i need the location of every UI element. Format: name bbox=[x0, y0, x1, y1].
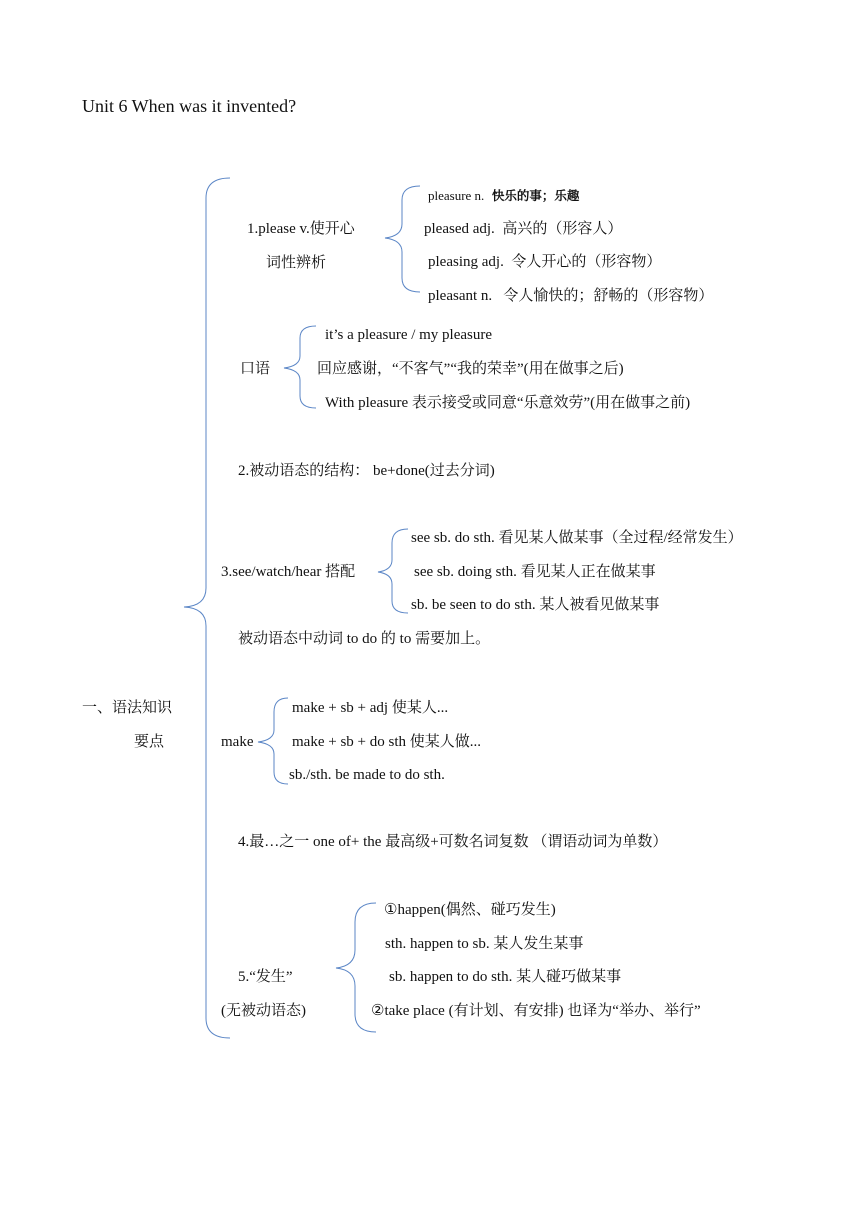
please-head: 1.please v.使开心 bbox=[247, 221, 355, 237]
oral-brace bbox=[284, 326, 316, 408]
make-brace bbox=[258, 698, 288, 784]
make-item: make + sb + do sth 使某人做... bbox=[292, 734, 481, 750]
please-item-pleasant: pleasant n. 令人愉快的；舒畅的（形容物） bbox=[428, 288, 714, 304]
please-sub: 词性辨析 bbox=[266, 255, 327, 271]
happen-item: ①happen(偶然、碰巧发生) bbox=[384, 902, 556, 918]
oral-head: 口语 bbox=[240, 361, 271, 377]
section-label-line1: 一、语法知识 bbox=[82, 700, 173, 716]
happen-item: sth. happen to sb. 某人发生某事 bbox=[385, 936, 584, 952]
section-label-line2: 要点 bbox=[134, 734, 165, 750]
see-item: see sb. doing sth. 看见某人正在做某事 bbox=[414, 564, 656, 580]
happen-item: sb. happen to do sth. 某人碰巧做某事 bbox=[389, 969, 622, 985]
see-head: 3.see/watch/hear 搭配 bbox=[221, 564, 356, 580]
make-item: make + sb + adj 使某人... bbox=[292, 700, 449, 716]
please-brace bbox=[385, 186, 420, 292]
see-brace bbox=[378, 529, 408, 613]
please-item-pleased: pleased adj. 高兴的（形容人） bbox=[424, 221, 623, 237]
happen-brace bbox=[336, 903, 376, 1032]
please-item-pleasing: pleasing adj. 令人开心的（形容物） bbox=[428, 254, 662, 270]
happen-item: ②take place (有计划、有安排) 也译为“举办、举行” bbox=[371, 1003, 701, 1019]
page-title: Unit 6 When was it invented? bbox=[82, 96, 297, 116]
oral-item: it’s a pleasure / my pleasure bbox=[325, 327, 493, 343]
oral-item: With pleasure 表示接受或同意“乐意效劳”(用在做事之前) bbox=[325, 395, 691, 411]
see-note: 被动语态中动词 to do 的 to 需要加上。 bbox=[238, 631, 491, 647]
one-of-rule: 4.最…之一 one of+ the 最高级+可数名词复数 （谓语动词为单数） bbox=[238, 834, 668, 850]
main-brace bbox=[184, 178, 230, 1038]
please-item-pleasure: pleasure n. 快乐的事；乐趣 bbox=[428, 188, 580, 203]
make-head: make bbox=[221, 734, 254, 750]
happen-head: 5.“发生” bbox=[238, 969, 293, 985]
oral-item: 回应感谢，“不客气”“我的荣幸”(用在做事之后) bbox=[317, 361, 624, 377]
passive-structure: 2.被动语态的结构： be+done(过去分词) bbox=[238, 463, 495, 479]
make-item: sb./sth. be made to do sth. bbox=[289, 767, 445, 783]
see-item: sb. be seen to do sth. 某人被看见做某事 bbox=[411, 597, 660, 613]
happen-sub: (无被动语态) bbox=[221, 1003, 306, 1019]
see-item: see sb. do sth. 看见某人做某事（全过程/经常发生） bbox=[411, 530, 743, 546]
